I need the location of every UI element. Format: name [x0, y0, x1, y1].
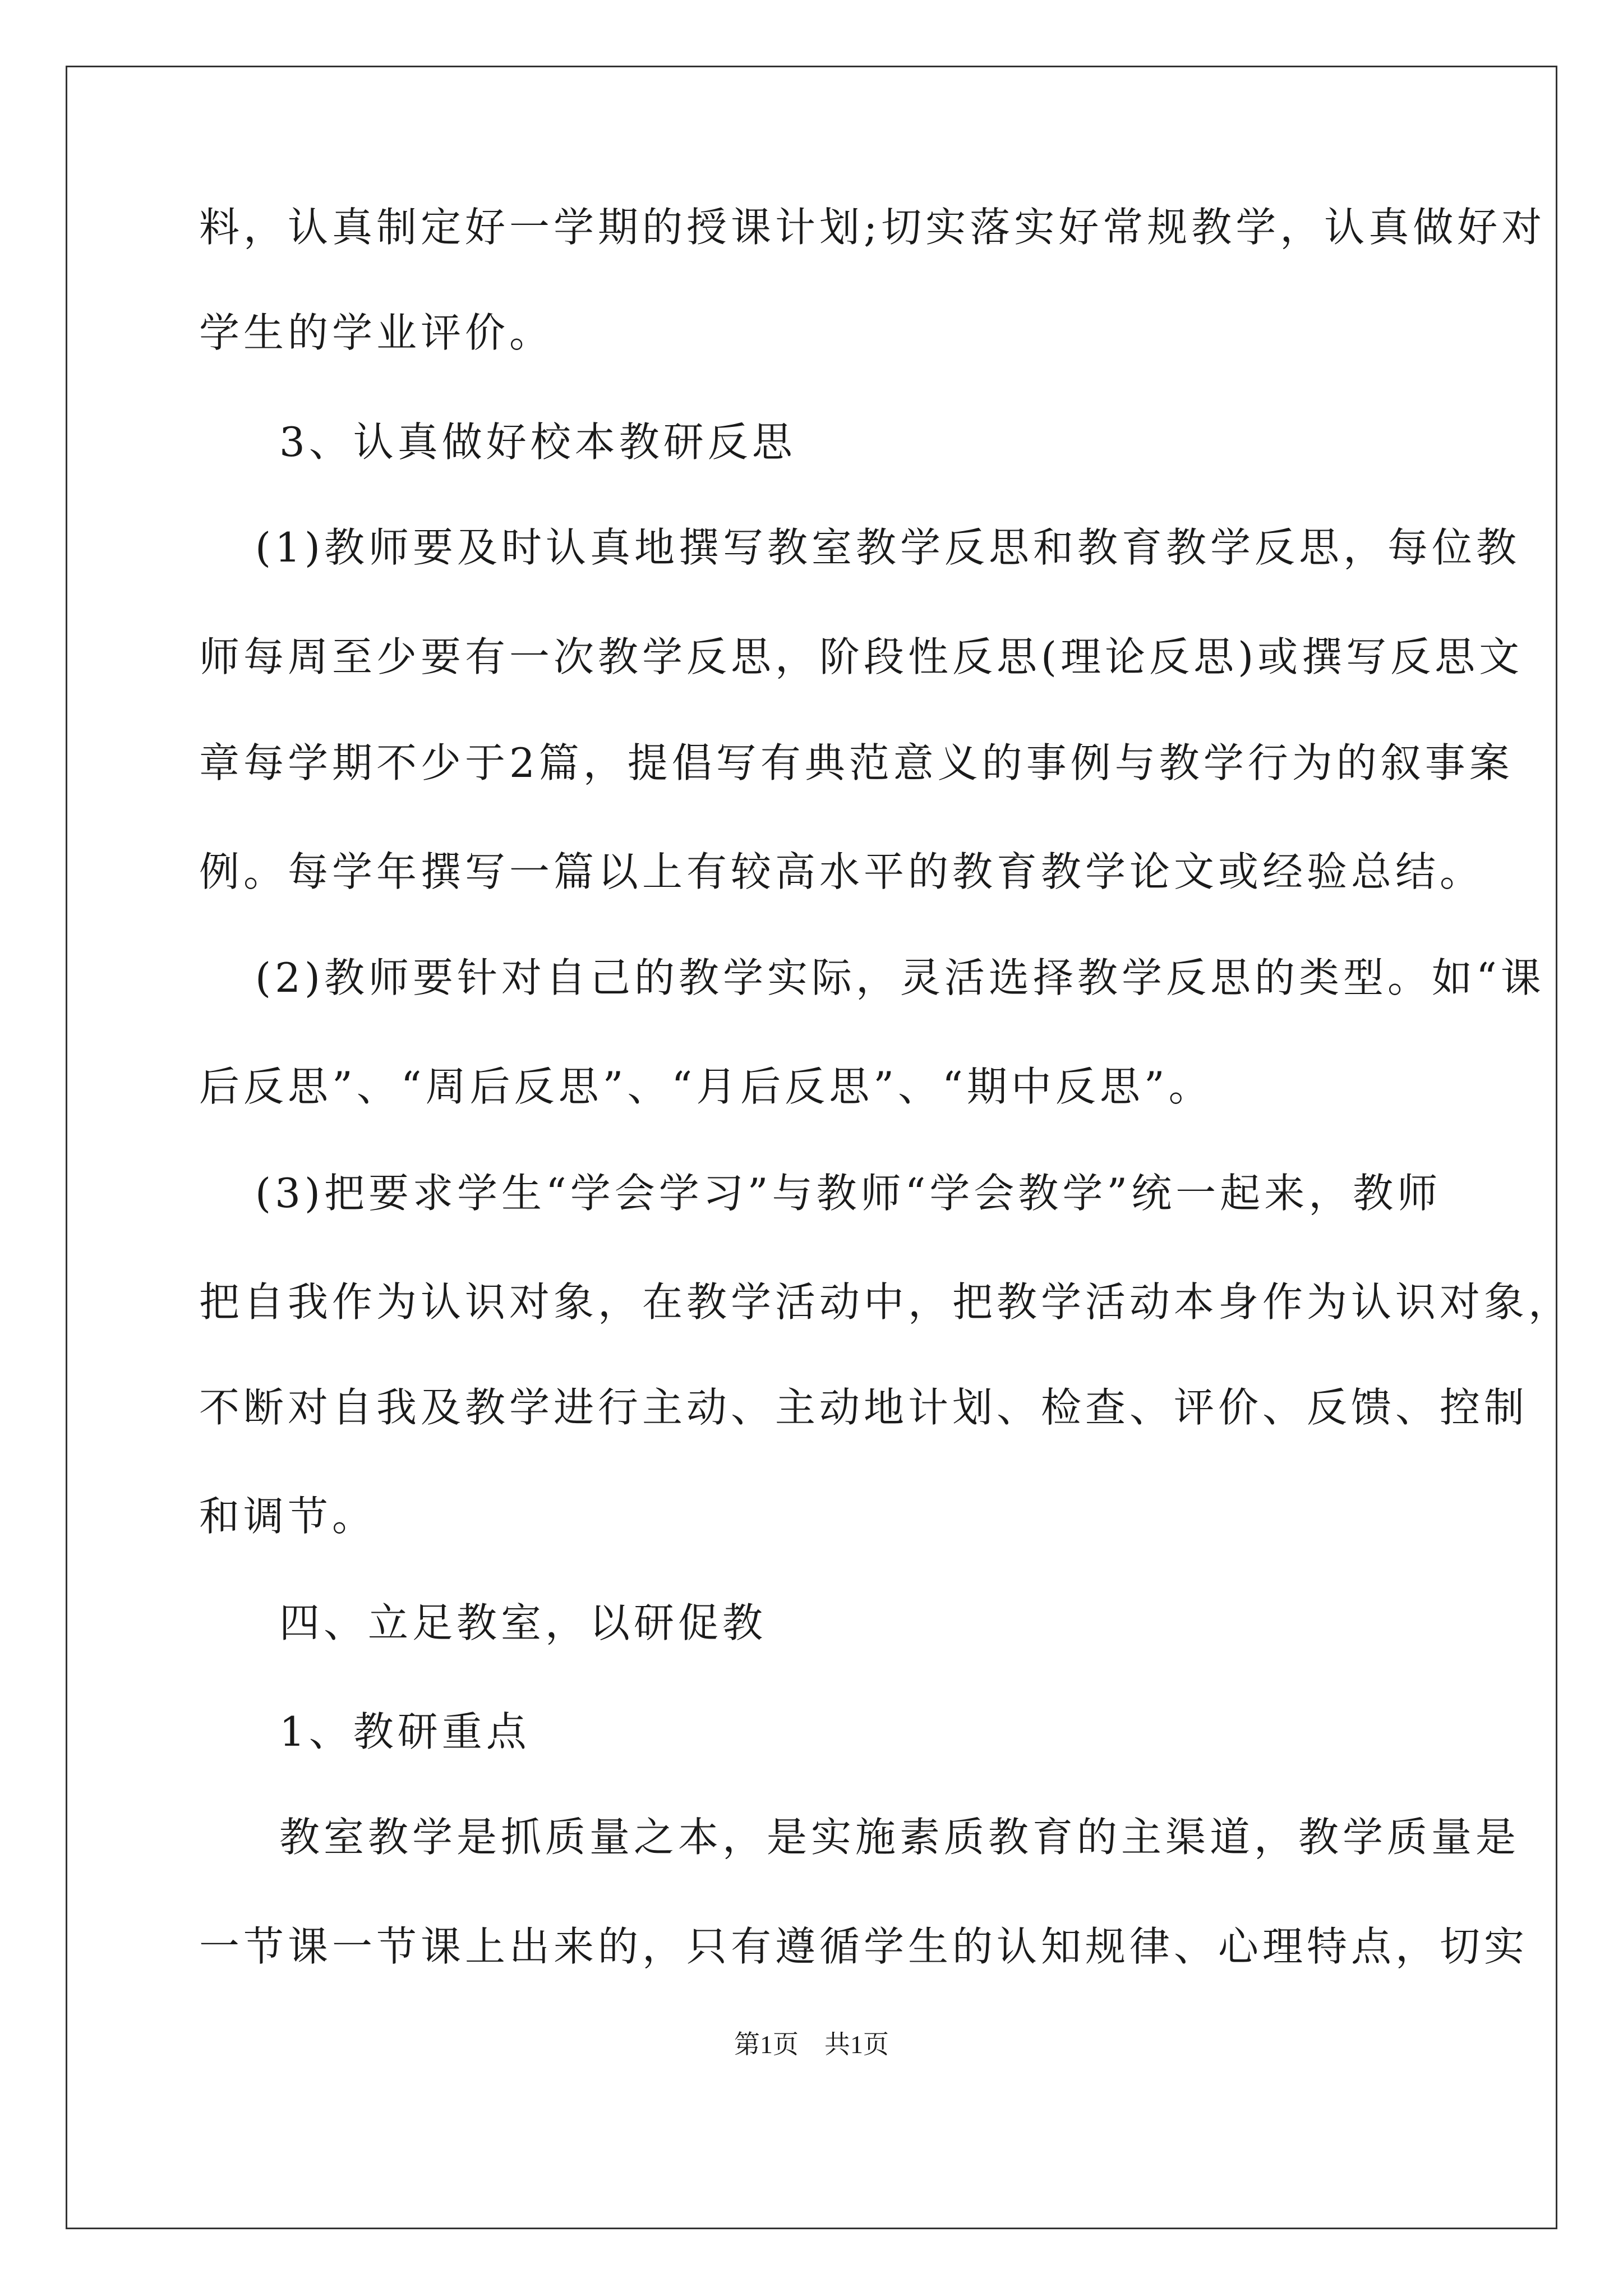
subsection-heading: 1、教研重点 [279, 1708, 531, 1755]
section-heading: 四、立足教室，以研促教 [279, 1599, 767, 1646]
text-line: 不断对自我及教学进行主动、主动地计划、检查、评价、反馈、控制 [199, 1384, 1529, 1431]
page-border [66, 66, 1557, 2229]
text-line: 师每周至少要有一次教学反思，阶段性反思(理论反思)或撰写反思文 [199, 633, 1524, 680]
text-line: (3)把要求学生“学会学习”与教师“学会教学”统一起来，教师 [255, 1170, 1442, 1217]
text-line: 把自我作为认识对象，在教学活动中，把教学活动本身作为认识对象， [199, 1278, 1573, 1326]
text-line: 后反思”、“周后反思”、“月后反思”、“期中反思”。 [199, 1063, 1213, 1110]
text-line: 章每学期不少于2篇，提倡写有典范意义的事例与教学行为的叙事案 [199, 739, 1514, 786]
text-line: 例。每学年撰写一篇以上有较高水平的教育教学论文或经验总结。 [199, 848, 1484, 895]
text-line: 料，认真制定好一学期的授课计划;切实落实好常规教学，认真做好对 [199, 204, 1546, 251]
page-number-footer: 第1页 共1页 [734, 2030, 889, 2059]
text-line: (2)教师要针对自己的教学实际，灵活选择教学反思的类型。如“课 [255, 954, 1545, 1001]
text-line: 学生的学业评价。 [199, 309, 554, 356]
text-line: 3、认真做好校本教研反思 [279, 418, 796, 466]
text-line: (1)教师要及时认真地撰写教室教学反思和教育教学反思，每位教 [255, 524, 1520, 571]
text-line: 一节课一节课上出来的，只有遵循学生的认知规律、心理特点，切实 [199, 1923, 1529, 1970]
text-line: 教室教学是抓质量之本，是实施素质教育的主渠道，教学质量是 [279, 1814, 1520, 1861]
text-line: 和调节。 [199, 1493, 377, 1540]
